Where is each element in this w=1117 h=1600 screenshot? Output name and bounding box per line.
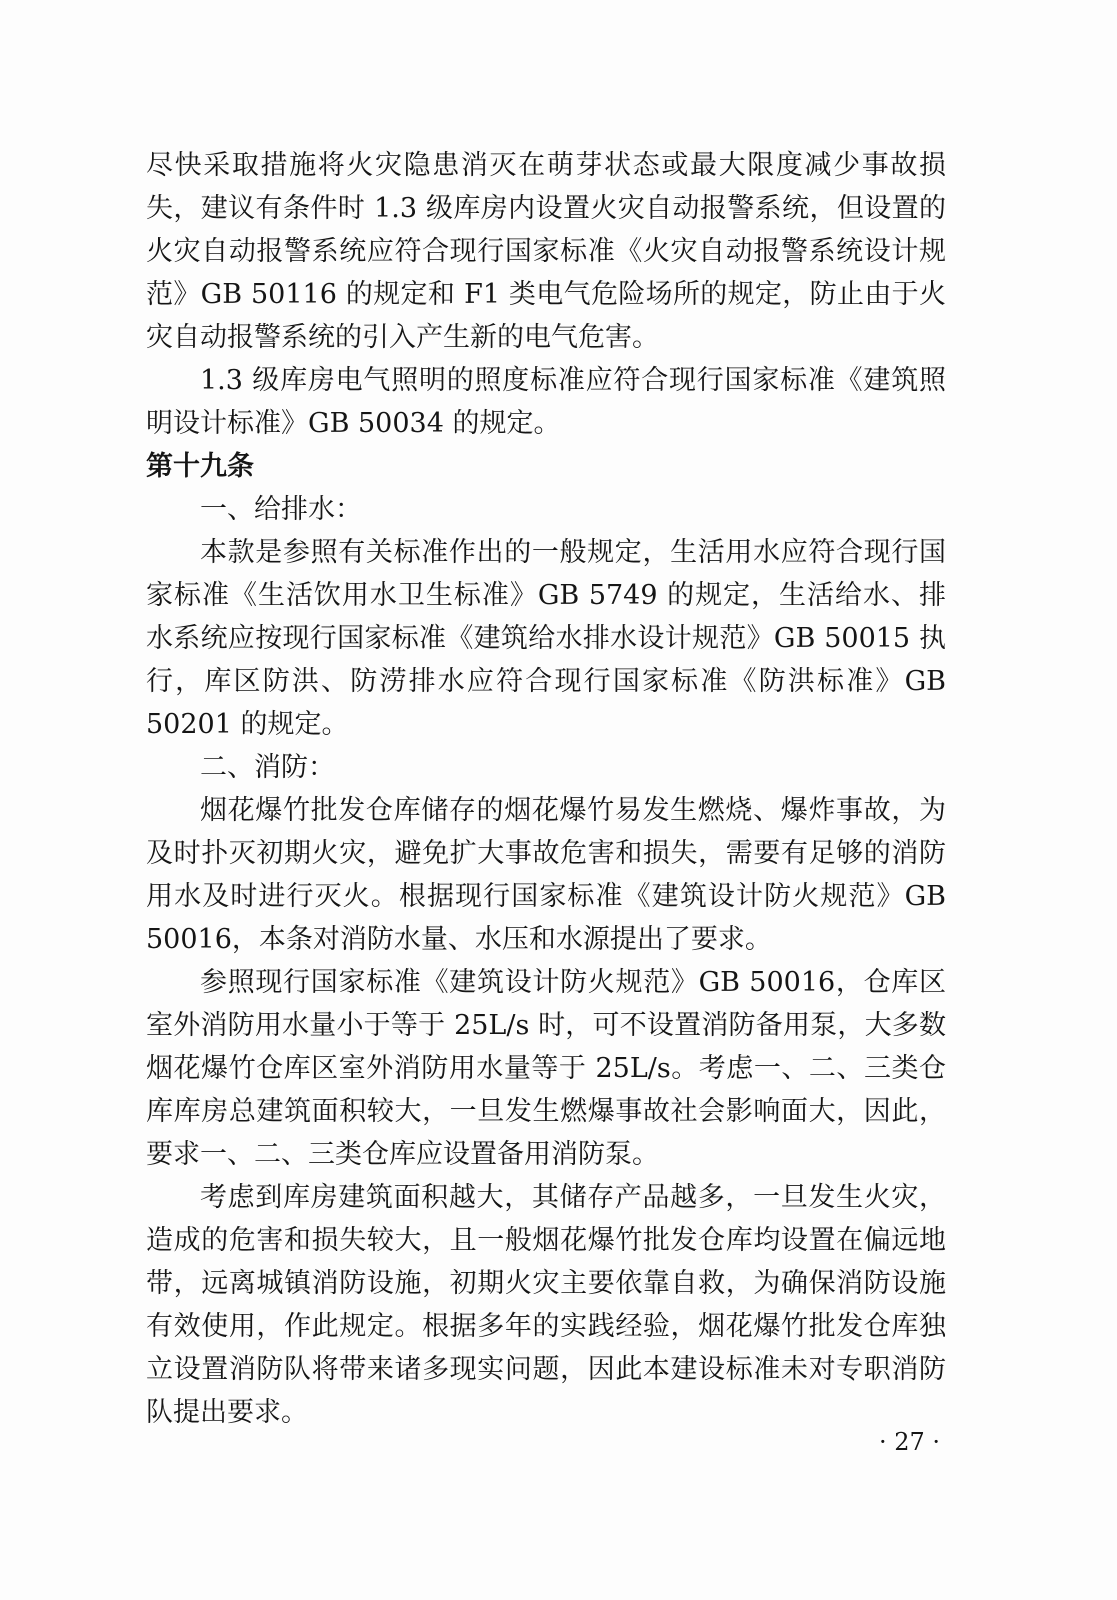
document-body <box>146 144 946 1434</box>
paragraph-backup-pump: 参照现行国家标准《建筑设计防火规范》GB 50016，仓库区室外消防用水量小于等于 25L/s 时，可不设置消防备用泵，大多数烟花爆竹仓库区室外消防用水量等于 25L/s。考虑一、二、三类仓库库房总建筑面积较大，一旦发生燃爆事故社会影响面大，因此，要求一、二、三类仓库应设置备用消防泵。 <box>146 967 946 1170</box>
paragraph-fire-alarm: 尽快采取措施将火灾隐患消灭在萌芽状态或最大限度减少事故损失，建议有条件时 1.3 级库房内设置火灾自动报警系统，但设置的火灾自动报警系统应符合现行国家标准《火灾自动报警系统设计规范》GB 50116 的规定和 F1 类电气危险场所的规定，防止由于火灾自动报警系统的引入产生新的电气危害。 <box>146 150 946 353</box>
section-heading-fire-protection: 二、消防： <box>200 752 335 783</box>
article-heading: 第十九条 <box>146 451 254 482</box>
paragraph-fire-brigade: 考虑到库房建筑面积越大，其储存产品越多，一旦发生火灾，造成的危害和损失较大，且一般烟花爆竹批发仓库均设置在偏远地带，远离城镇消防设施，初期火灾主要依靠自救，为确保消防设施有效使用，作此规定。根据多年的实践经验，烟花爆竹批发仓库独立设置消防队将带来诸多现实问题，因此本建设标准未对专职消防队提出要求。 <box>146 1182 946 1428</box>
paragraph-lighting-standard: 1.3 级库房电气照明的照度标准应符合现行国家标准《建筑照明设计标准》GB 50034 的规定。 <box>146 365 946 439</box>
page-number: · 27 · <box>878 1428 940 1456</box>
paragraph-fire-water: 烟花爆竹批发仓库储存的烟花爆竹易发生燃烧、爆炸事故，为及时扑灭初期火灾，避免扩大事故危害和损失，需要有足够的消防用水及时进行灭火。根据现行国家标准《建筑设计防火规范》GB 50016，本条对消防水量、水压和水源提出了要求。 <box>146 795 946 955</box>
paragraph-water-supply: 本款是参照有关标准作出的一般规定，生活用水应符合现行国家标准《生活饮用水卫生标准》GB 5749 的规定，生活给水、排水系统应按现行国家标准《建筑给水排水设计规范》GB 50015 执行，库区防洪、防涝排水应符合现行国家标准《防洪标准》GB 50201 的规定。 <box>146 537 946 740</box>
section-heading-water-supply: 一、给排水： <box>200 494 362 525</box>
